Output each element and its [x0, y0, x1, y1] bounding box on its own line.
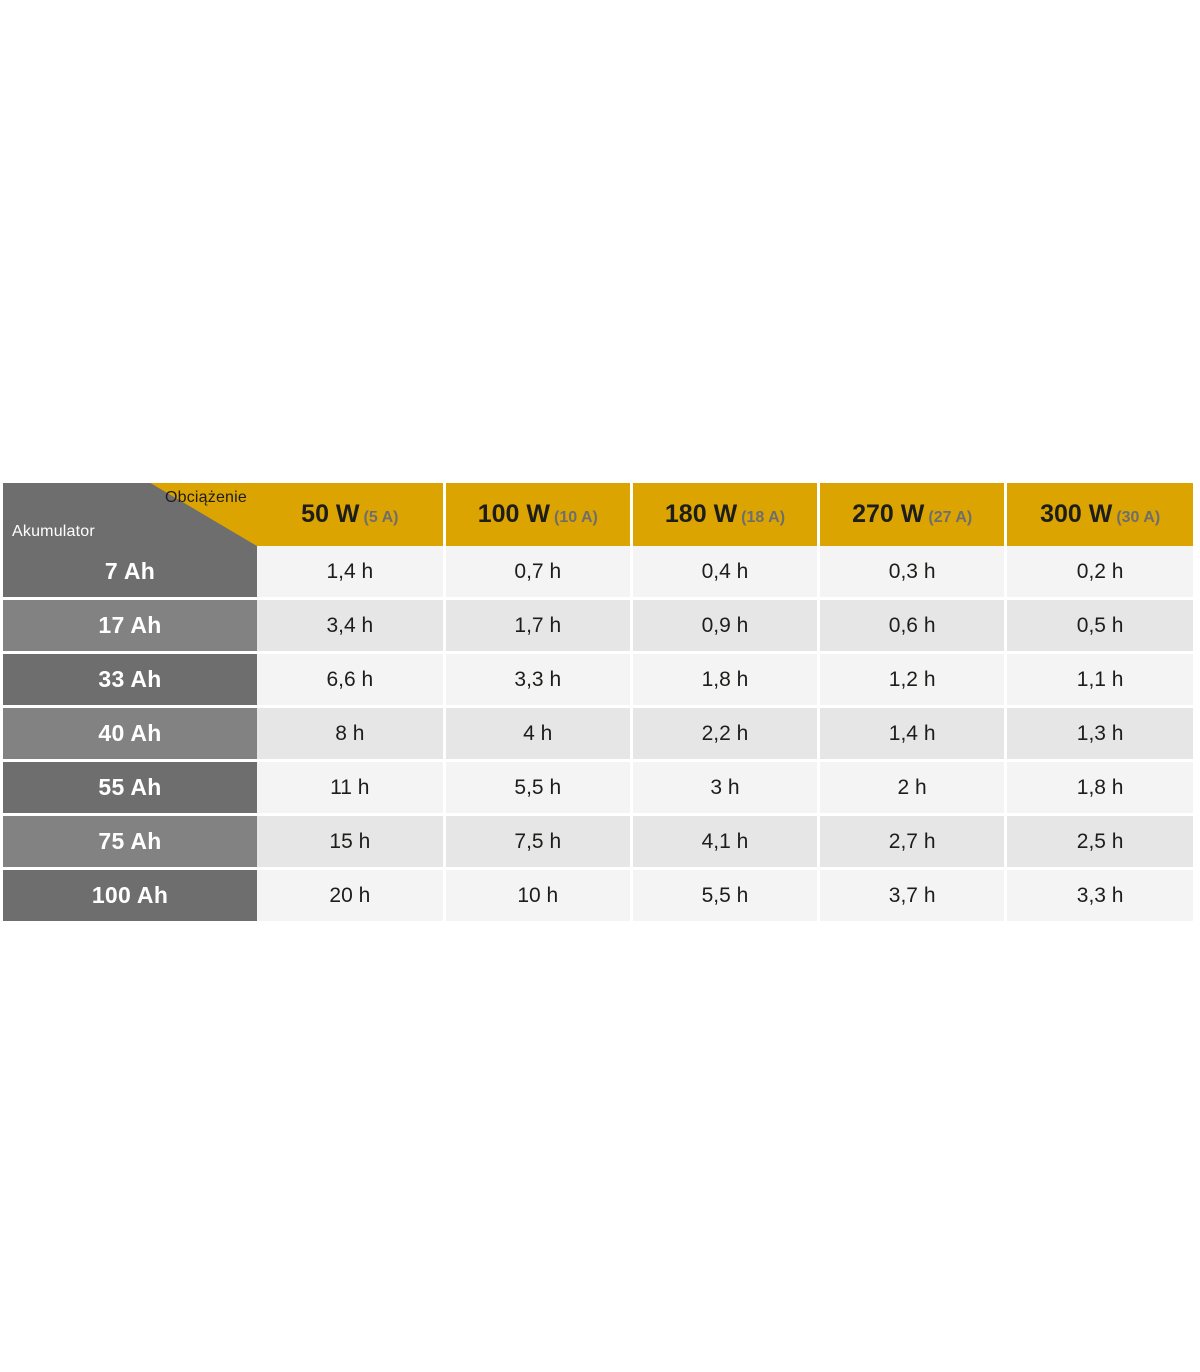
column-header-amps-0: (5 A)	[363, 509, 399, 526]
row-header-100ah: 100 Ah	[3, 869, 257, 923]
cell-40ah-270w: 1,4 h	[819, 707, 1006, 761]
column-header-180w	[631, 483, 818, 546]
cell-75ah-270w: 2,7 h	[819, 815, 1006, 869]
column-header-300w	[1006, 483, 1193, 546]
table-row	[3, 707, 1193, 761]
table-row	[3, 869, 1193, 923]
column-header-power-4: 300 W	[1040, 500, 1113, 528]
table-row	[3, 761, 1193, 815]
row-header-7ah: 7 Ah	[3, 546, 257, 599]
row-header-17ah: 17 Ah	[3, 599, 257, 653]
table-row	[3, 599, 1193, 653]
cell-17ah-270w: 0,6 h	[819, 599, 1006, 653]
cell-33ah-300w: 1,1 h	[1006, 653, 1193, 707]
cell-75ah-100w: 7,5 h	[444, 815, 631, 869]
cell-40ah-300w: 1,3 h	[1006, 707, 1193, 761]
cell-75ah-300w: 2,5 h	[1006, 815, 1193, 869]
cell-100ah-50w: 20 h	[257, 869, 444, 923]
column-header-power-3: 270 W	[852, 500, 925, 528]
cell-7ah-180w: 0,4 h	[631, 546, 818, 599]
cell-55ah-180w: 3 h	[631, 761, 818, 815]
table-body	[3, 546, 1193, 923]
cell-55ah-100w: 5,5 h	[444, 761, 631, 815]
table-row	[3, 815, 1193, 869]
cell-17ah-50w: 3,4 h	[257, 599, 444, 653]
cell-40ah-180w: 2,2 h	[631, 707, 818, 761]
cell-75ah-50w: 15 h	[257, 815, 444, 869]
load-axis-label: Obciążenie	[164, 489, 247, 506]
cell-17ah-300w: 0,5 h	[1006, 599, 1193, 653]
cell-55ah-50w: 11 h	[257, 761, 444, 815]
column-header-100w	[444, 483, 631, 546]
cell-7ah-100w: 0,7 h	[444, 546, 631, 599]
column-header-50w	[257, 483, 444, 546]
battery-runtime-table	[3, 483, 1193, 924]
row-header-33ah: 33 Ah	[3, 653, 257, 707]
cell-55ah-270w: 2 h	[819, 761, 1006, 815]
battery-runtime-table-container	[3, 483, 1193, 924]
column-header-power-2: 180 W	[664, 500, 738, 528]
column-header-amps-3: (27 A)	[928, 509, 973, 526]
cell-7ah-270w: 0,3 h	[819, 546, 1006, 599]
cell-55ah-300w: 1,8 h	[1006, 761, 1193, 815]
cell-33ah-50w: 6,6 h	[257, 653, 444, 707]
cell-33ah-180w: 1,8 h	[631, 653, 818, 707]
table-header	[3, 483, 1193, 546]
cell-7ah-300w: 0,2 h	[1006, 546, 1193, 599]
row-header-40ah: 40 Ah	[3, 707, 257, 761]
row-header-75ah: 75 Ah	[3, 815, 257, 869]
battery-axis-label: Akumulator	[12, 523, 95, 540]
column-header-amps-4: (30 A)	[1116, 509, 1161, 526]
column-header-power-1: 100 W	[477, 500, 550, 528]
cell-17ah-100w: 1,7 h	[444, 599, 631, 653]
column-header-power-0: 50 W	[301, 500, 360, 528]
column-header-270w	[819, 483, 1006, 546]
cell-100ah-100w: 10 h	[444, 869, 631, 923]
cell-40ah-50w: 8 h	[257, 707, 444, 761]
cell-100ah-270w: 3,7 h	[819, 869, 1006, 923]
column-header-amps-2: (18 A)	[741, 509, 786, 526]
cell-100ah-300w: 3,3 h	[1006, 869, 1193, 923]
cell-7ah-50w: 1,4 h	[257, 546, 444, 599]
cell-100ah-180w: 5,5 h	[631, 869, 818, 923]
corner-header-cell	[3, 483, 257, 546]
row-header-55ah: 55 Ah	[3, 761, 257, 815]
cell-33ah-270w: 1,2 h	[819, 653, 1006, 707]
cell-33ah-100w: 3,3 h	[444, 653, 631, 707]
table-row	[3, 546, 1193, 599]
column-header-amps-1: (10 A)	[553, 509, 598, 526]
table-row	[3, 653, 1193, 707]
cell-40ah-100w: 4 h	[444, 707, 631, 761]
header-row	[3, 483, 1193, 546]
cell-17ah-180w: 0,9 h	[631, 599, 818, 653]
cell-75ah-180w: 4,1 h	[631, 815, 818, 869]
